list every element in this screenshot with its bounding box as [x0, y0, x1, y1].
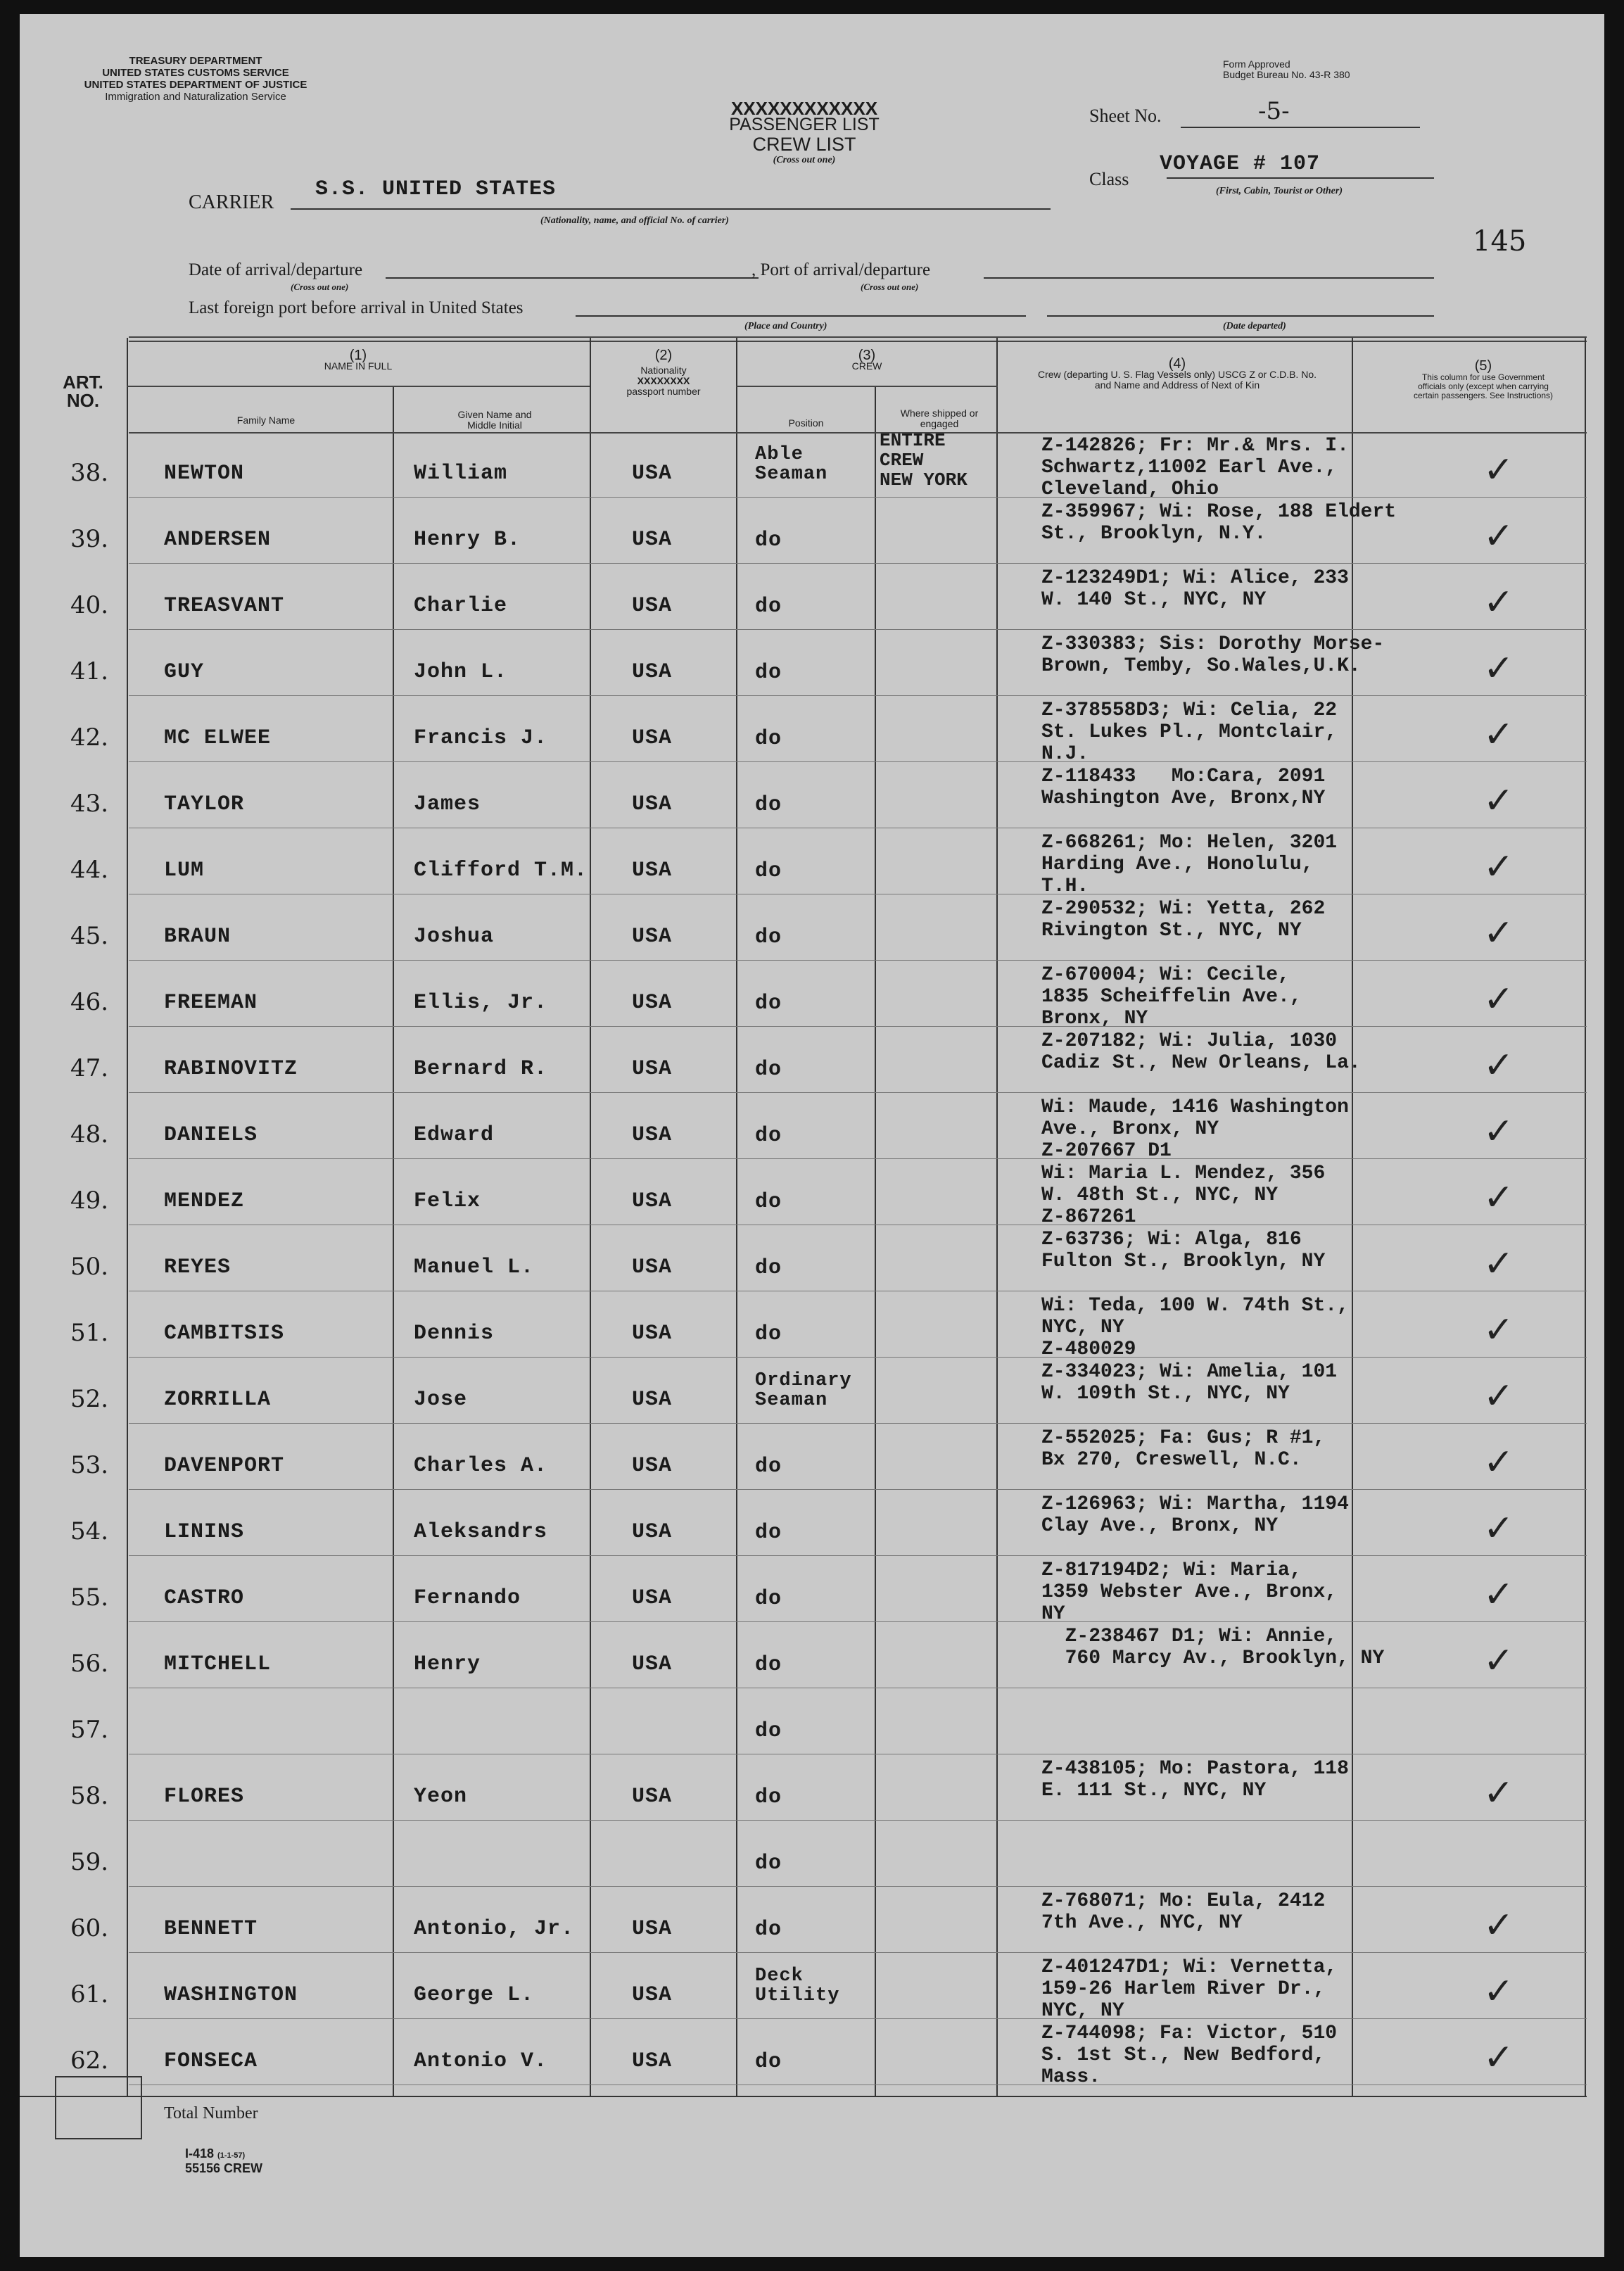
row-divider	[129, 1555, 1587, 1556]
nationality: USA	[632, 1785, 673, 1809]
row-divider	[129, 1886, 1587, 1887]
family-name: NEWTON	[164, 462, 245, 486]
next-of-kin: Z-670004; Wi: Cecile, 1835 Scheiffelin Ave., Bronx, NY	[1041, 964, 1302, 1030]
place-note: (Place and Country)	[744, 321, 827, 331]
given-name-heading: Given Name and Middle Initial	[457, 409, 532, 431]
position: do	[755, 1785, 782, 1809]
given-name: Antonio, Jr.	[414, 1917, 575, 1941]
row-number: 52.	[70, 1385, 109, 1413]
class-label: Class	[1089, 169, 1129, 189]
next-of-kin: Z-238467 D1; Wi: Annie, 760 Marcy Av., Brooklyn, NY	[1065, 1626, 1385, 1669]
sheet-label: Sheet No.	[1089, 106, 1162, 126]
nationality-crossed: XXXXXXXX	[637, 375, 690, 386]
position: do	[755, 859, 782, 883]
agency-line-1: TREASURY DEPARTMENT	[129, 55, 262, 67]
row-divider	[129, 761, 1587, 762]
class-value: VOYAGE # 107	[1160, 152, 1321, 176]
next-of-kin: Wi: Maude, 1416 Washington Ave., Bronx, NY Z-207667 D1	[1041, 1096, 1349, 1162]
given-name: Felix	[414, 1189, 481, 1213]
check-mark: ✓	[1483, 1507, 1514, 1550]
col4-title: Crew (departing U. S. Flag Vessels only) USCG Z or C.D.B. No. and Name and Address of Next of Kin	[1037, 369, 1317, 391]
date-departed-note: (Date departed)	[1223, 321, 1286, 331]
col2-number: (2)	[654, 348, 673, 363]
row-number: 53.	[70, 1451, 109, 1479]
given-name: Edward	[414, 1123, 495, 1147]
family-name: WASHINGTON	[164, 1983, 298, 2007]
nationality: USA	[632, 991, 673, 1015]
row-divider	[129, 1820, 1587, 1821]
family-name: TAYLOR	[164, 792, 245, 816]
last-port-label: Last foreign port before arrival in United States	[189, 298, 524, 317]
next-of-kin: Z-63736; Wi: Alga, 816 Fulton St., Brooklyn, NY	[1041, 1229, 1326, 1272]
given-name: Aleksandrs	[414, 1520, 548, 1544]
row-number: 51.	[70, 1319, 109, 1347]
art-no-header: ART. NO.	[63, 372, 103, 411]
family-name: MENDEZ	[164, 1189, 245, 1213]
nationality-heading: Nationality	[640, 365, 687, 376]
position: do	[755, 2050, 782, 2074]
given-name: Jose	[414, 1388, 468, 1412]
next-of-kin: Z-438105; Mo: Pastora, 118 E. 111 St., NYC, NY	[1041, 1758, 1349, 1802]
nationality: USA	[632, 1917, 673, 1941]
nationality: USA	[632, 792, 673, 816]
position-heading: Position	[788, 417, 824, 429]
total-number-label: Total Number	[164, 2104, 258, 2123]
given-name: Charles A.	[414, 1454, 548, 1478]
check-mark: ✓	[1483, 581, 1514, 624]
title-cross-note: (Cross out one)	[773, 155, 836, 165]
row-divider	[129, 1952, 1587, 1953]
family-name: MC ELWEE	[164, 726, 272, 750]
check-mark: ✓	[1483, 1441, 1514, 1484]
position: do	[755, 595, 782, 619]
next-of-kin: Z-290532; Wi: Yetta, 262 Rivington St., NYC, NY	[1041, 898, 1326, 942]
position: do	[755, 793, 782, 817]
given-name: Henry B.	[414, 528, 521, 552]
nationality: USA	[632, 1520, 673, 1544]
nationality: USA	[632, 594, 673, 618]
form-approved: Form Approved	[1223, 58, 1290, 70]
given-name: Henry	[414, 1652, 481, 1676]
family-name: ZORRILLA	[164, 1388, 272, 1412]
check-mark: ✓	[1483, 1375, 1514, 1417]
next-of-kin: Z-330383; Sis: Dorothy Morse- Brown, Temby, So.Wales,U.K.	[1041, 633, 1385, 677]
crew-code: 55156 CREW	[185, 2161, 263, 2175]
nationality: USA	[632, 1123, 673, 1147]
next-of-kin: Z-744098; Fa: Victor, 510 S. 1st St., New Bedford, Mass.	[1041, 2023, 1338, 2088]
next-of-kin: Z-401247D1; Wi: Vernetta, 159-26 Harlem River Dr., NYC, NY	[1041, 1956, 1338, 2022]
row-divider	[129, 1158, 1587, 1159]
engaged-line-3: NEW YORK	[880, 469, 968, 491]
next-of-kin: Z-142826; Fr: Mr.& Mrs. I. Schwartz,11002 Earl Ave., Cleveland, Ohio	[1041, 435, 1349, 500]
nationality: USA	[632, 1454, 673, 1478]
form-code: I-418	[185, 2146, 215, 2161]
family-name: BENNETT	[164, 1917, 258, 1941]
family-name: DAVENPORT	[164, 1454, 285, 1478]
agency-line-4: Immigration and Naturalization Service	[105, 91, 286, 103]
budget-bureau-number: Budget Bureau No. 43-R 380	[1223, 69, 1350, 80]
family-name: DANIELS	[164, 1123, 258, 1147]
row-number: 44.	[70, 856, 109, 884]
given-name: Yeon	[414, 1785, 468, 1809]
family-name: CASTRO	[164, 1586, 245, 1610]
nationality: USA	[632, 1586, 673, 1610]
row-number: 57.	[70, 1716, 109, 1744]
next-of-kin: Z-552025; Fa: Gus; R #1, Bx 270, Creswell, N.C.	[1041, 1427, 1326, 1471]
nationality: USA	[632, 1057, 673, 1081]
given-name: Bernard R.	[414, 1057, 548, 1081]
carrier-label: CARRIER	[189, 191, 274, 213]
row-number: 49.	[70, 1187, 109, 1215]
given-name: William	[414, 462, 508, 486]
given-name: George L.	[414, 1983, 535, 2007]
row-number: 54.	[70, 1517, 109, 1545]
col1-number: (1)	[349, 348, 367, 363]
row-number: 43.	[70, 790, 109, 818]
given-name: John L.	[414, 660, 508, 684]
position: Able Seaman	[755, 444, 828, 485]
engaged-line-2: CREW	[880, 450, 924, 471]
position: do	[755, 1256, 782, 1280]
family-name: LININS	[164, 1520, 245, 1544]
position: do	[755, 1918, 782, 1942]
row-number: 55.	[70, 1583, 109, 1612]
col3-title: CREW	[851, 360, 882, 372]
col4-number: (4)	[1168, 356, 1186, 372]
nationality: USA	[632, 726, 673, 750]
family-name: FLORES	[164, 1785, 245, 1809]
next-of-kin: Z-207182; Wi: Julia, 1030 Cadiz St., New Orleans, La.	[1041, 1030, 1361, 1074]
nationality: USA	[632, 1983, 673, 2007]
nationality: USA	[632, 1255, 673, 1279]
row-number: 62.	[70, 2047, 109, 2075]
position: do	[755, 1124, 782, 1148]
row-number: 46.	[70, 988, 109, 1016]
given-name: Clifford T.M.	[414, 859, 588, 883]
check-mark: ✓	[1483, 1772, 1514, 1814]
family-name: REYES	[164, 1255, 231, 1279]
check-mark: ✓	[1483, 978, 1514, 1020]
position: do	[755, 1719, 782, 1743]
family-name: LUM	[164, 859, 205, 883]
position: do	[755, 529, 782, 552]
next-of-kin: Z-668261; Mo: Helen, 3201 Harding Ave., Honolulu, T.H.	[1041, 832, 1338, 897]
carrier-value: S.S. UNITED STATES	[315, 177, 557, 201]
carrier-note: (Nationality, name, and official No. of carrier)	[540, 215, 729, 226]
arrival-note: (Cross out one)	[291, 281, 349, 292]
row-divider	[129, 2018, 1587, 2019]
check-mark: ✓	[1483, 449, 1514, 491]
row-divider	[129, 1357, 1587, 1358]
check-mark: ✓	[1483, 1904, 1514, 1947]
family-name: MITCHELL	[164, 1652, 272, 1676]
check-mark: ✓	[1483, 1044, 1514, 1087]
position: do	[755, 1058, 782, 1082]
position: do	[755, 1322, 782, 1346]
form-date: (1-1-57)	[217, 2151, 246, 2160]
row-number: 40.	[70, 591, 109, 619]
row-divider	[129, 629, 1587, 630]
given-name: Dennis	[414, 1322, 495, 1346]
check-mark: ✓	[1483, 846, 1514, 888]
check-mark: ✓	[1483, 647, 1514, 690]
family-name: TREASVANT	[164, 594, 285, 618]
family-name-heading: Family Name	[236, 415, 296, 426]
col3-number: (3)	[858, 348, 876, 363]
document-page	[20, 14, 1604, 2257]
position: do	[755, 1852, 782, 1875]
row-number: 60.	[70, 1914, 109, 1942]
row-number: 50.	[70, 1253, 109, 1281]
next-of-kin: Z-123249D1; Wi: Alice, 233 W. 140 St., NYC, NY	[1041, 567, 1349, 611]
nationality: USA	[632, 859, 673, 883]
nationality: USA	[632, 1388, 673, 1412]
family-name: BRAUN	[164, 925, 231, 949]
engaged-line-1: ENTIRE	[880, 430, 946, 451]
family-name: CAMBITSIS	[164, 1322, 285, 1346]
form-code-block	[185, 2146, 262, 2176]
position: do	[755, 1190, 782, 1214]
next-of-kin: Wi: Teda, 100 W. 74th St., NYC, NY Z-480029	[1041, 1295, 1349, 1360]
check-mark: ✓	[1483, 714, 1514, 756]
agency-line-3: UNITED STATES DEPARTMENT OF JUSTICE	[84, 79, 307, 91]
row-number: 38.	[70, 459, 109, 487]
family-name: FREEMAN	[164, 991, 258, 1015]
page-number: 145	[1473, 225, 1527, 258]
nationality: USA	[632, 528, 673, 552]
nationality: USA	[632, 1652, 673, 1676]
row-divider	[129, 1423, 1587, 1424]
next-of-kin: Z-817194D2; Wi: Maria, 1359 Webster Ave., Bronx, NY	[1041, 1560, 1338, 1625]
next-of-kin: Z-334023; Wi: Amelia, 101 W. 109th St., NYC, NY	[1041, 1361, 1338, 1405]
next-of-kin: Z-118433 Mo:Cara, 2091 Washington Ave, Bronx,NY	[1041, 766, 1326, 809]
crew-rows	[20, 14, 1604, 2125]
row-number: 59.	[70, 1848, 109, 1876]
row-number: 42.	[70, 723, 109, 752]
arrival-label: Date of arrival/departure	[189, 260, 363, 279]
row-number: 48.	[70, 1120, 109, 1149]
position: do	[755, 992, 782, 1016]
next-of-kin: Wi: Maria L. Mendez, 356 W. 48th St., NYC, NY Z-867261	[1041, 1163, 1326, 1228]
col5-number: (5)	[1474, 358, 1492, 374]
given-name: Fernando	[414, 1586, 521, 1610]
position: Ordinary Seaman	[755, 1370, 852, 1411]
row-number: 45.	[70, 922, 109, 950]
col1-title: NAME IN FULL	[324, 360, 393, 372]
row-number: 41.	[70, 657, 109, 685]
given-name: Charlie	[414, 594, 508, 618]
family-name: ANDERSEN	[164, 528, 272, 552]
position: do	[755, 925, 782, 949]
check-mark: ✓	[1483, 780, 1514, 822]
given-name: James	[414, 792, 481, 816]
check-mark: ✓	[1483, 1177, 1514, 1219]
row-divider	[129, 563, 1587, 564]
check-mark: ✓	[1483, 1640, 1514, 1682]
row-number: 56.	[70, 1650, 109, 1678]
title-crew-list: CREW LIST	[752, 134, 856, 155]
given-name: Antonio V.	[414, 2049, 548, 2073]
position: do	[755, 1455, 782, 1479]
family-name: GUY	[164, 660, 205, 684]
check-mark: ✓	[1483, 912, 1514, 954]
title-crossed-out: XXXXXXXXXXXX	[730, 100, 878, 115]
position: do	[755, 1653, 782, 1677]
port-label: , Port of arrival/departure	[751, 260, 931, 279]
check-mark: ✓	[1483, 1970, 1514, 2013]
row-divider	[129, 1621, 1587, 1622]
class-note: (First, Cabin, Tourist or Other)	[1216, 186, 1343, 196]
row-number: 58.	[70, 1782, 109, 1810]
next-of-kin: Z-359967; Wi: Rose, 188 Eldert St., Brooklyn, N.Y.	[1041, 501, 1397, 545]
port-note: (Cross out one)	[861, 281, 919, 292]
check-mark: ✓	[1483, 515, 1514, 557]
where-shipped-heading: Where shipped or engaged	[900, 407, 979, 429]
position: do	[755, 1587, 782, 1611]
row-number: 47.	[70, 1054, 109, 1082]
row-divider	[129, 695, 1587, 696]
position: do	[755, 727, 782, 751]
given-name: Ellis, Jr.	[414, 991, 548, 1015]
check-mark: ✓	[1483, 2037, 1514, 2079]
next-of-kin: Z-378558D3; Wi: Celia, 22 St. Lukes Pl., Montclair, N.J.	[1041, 700, 1338, 765]
passport-heading: passport number	[626, 386, 701, 397]
position: Deck Utility	[755, 1966, 840, 2006]
sheet-value: -5-	[1258, 97, 1290, 125]
agency-line-2: UNITED STATES CUSTOMS SERVICE	[102, 67, 289, 79]
row-divider	[129, 960, 1587, 961]
check-mark: ✓	[1483, 1243, 1514, 1285]
col5-title: This column for use Government officials only (except when carrying certain passengers. See Instructions)	[1413, 372, 1554, 400]
given-name: Francis J.	[414, 726, 548, 750]
family-name: RABINOVITZ	[164, 1057, 298, 1081]
title-passenger-list: PASSENGER LIST	[729, 115, 880, 134]
row-number: 61.	[70, 1980, 109, 2009]
nationality: USA	[632, 1322, 673, 1346]
row-divider	[129, 497, 1587, 498]
nationality: USA	[632, 925, 673, 949]
next-of-kin: Z-126963; Wi: Martha, 1194 Clay Ave., Bronx, NY	[1041, 1493, 1349, 1537]
row-divider	[129, 1489, 1587, 1490]
row-number: 39.	[70, 525, 109, 553]
family-name: FONSECA	[164, 2049, 258, 2073]
check-mark: ✓	[1483, 1111, 1514, 1153]
nationality: USA	[632, 660, 673, 684]
check-mark: ✓	[1483, 1309, 1514, 1351]
check-mark: ✓	[1483, 1574, 1514, 1616]
next-of-kin: Z-768071; Mo: Eula, 2412 7th Ave., NYC, NY	[1041, 1890, 1326, 1934]
nationality: USA	[632, 462, 673, 486]
nationality: USA	[632, 1189, 673, 1213]
given-name: Manuel L.	[414, 1255, 535, 1279]
row-divider	[129, 1092, 1587, 1093]
row-divider	[129, 1026, 1587, 1027]
total-number-box	[55, 2076, 142, 2139]
position: do	[755, 1521, 782, 1545]
nationality: USA	[632, 2049, 673, 2073]
position: do	[755, 661, 782, 685]
given-name: Joshua	[414, 925, 495, 949]
